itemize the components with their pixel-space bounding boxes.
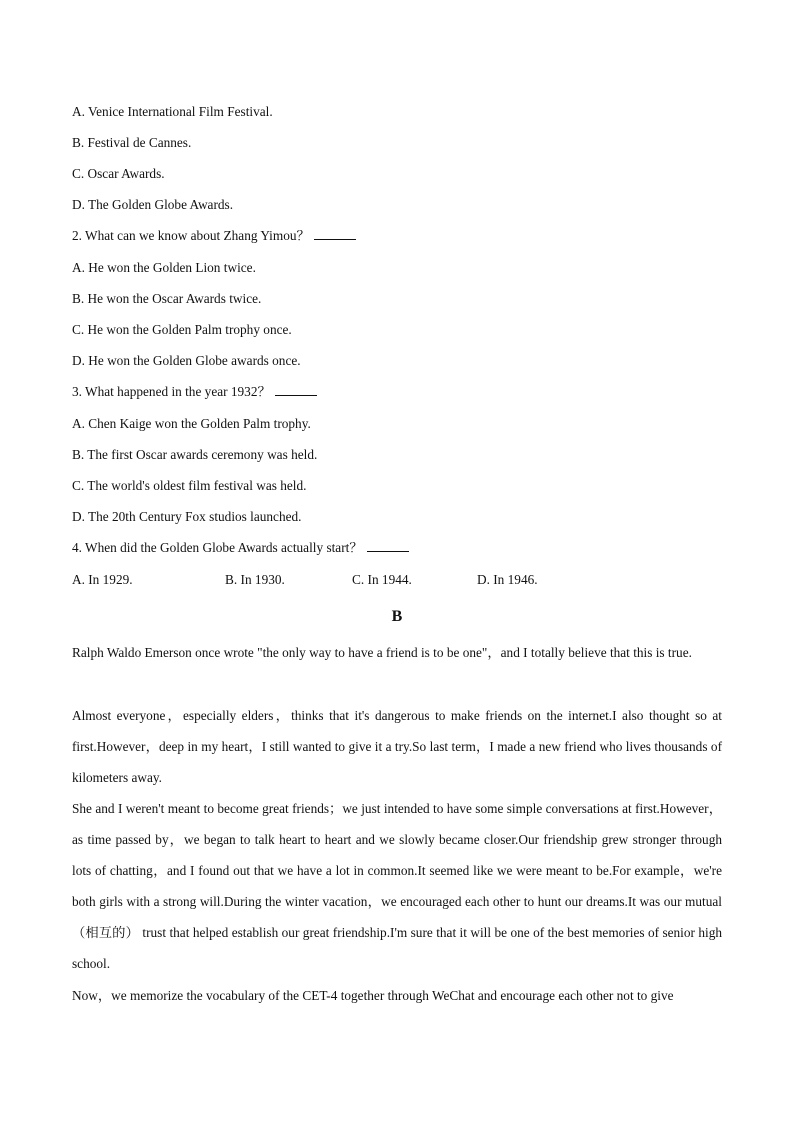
q2-question bbox=[72, 227, 356, 245]
q2-question-text: 2. What can we know about Zhang Yimou？ bbox=[72, 228, 310, 243]
q3-option-c: C. The world's oldest film festival was held. bbox=[72, 478, 307, 493]
q4-question bbox=[72, 539, 409, 557]
q1-option-a: A. Venice International Film Festival. bbox=[72, 104, 273, 119]
q4-options bbox=[72, 571, 672, 589]
answer-blank bbox=[314, 227, 356, 240]
q4-question-text: 4. When did the Golden Globe Awards actually start？ bbox=[72, 540, 363, 555]
section-b-title: B bbox=[391, 608, 403, 625]
q1-option-c: C. Oscar Awards. bbox=[72, 166, 165, 181]
q2-option-d: D. He won the Golden Globe awards once. bbox=[72, 353, 301, 368]
q2-option-a: A. He won the Golden Lion twice. bbox=[72, 260, 256, 275]
q3-option-d: D. The 20th Century Fox studios launched. bbox=[72, 509, 302, 524]
passage-paragraph-4: Now，we memorize the vocabulary of the CET-4 together through WeChat and encourage each other not to give bbox=[72, 988, 674, 1003]
q1-option-d: D. The Golden Globe Awards. bbox=[72, 197, 234, 212]
q3-question bbox=[72, 383, 317, 401]
q3-question-text: 3. What happened in the year 1932？ bbox=[72, 384, 271, 399]
q1-option-b: B. Festival de Cannes. bbox=[72, 135, 192, 150]
q3-option-b: B. The first Oscar awards ceremony was held. bbox=[72, 447, 318, 462]
q4-option-b: B. In 1930. bbox=[225, 572, 285, 587]
q2-option-b: B. He won the Oscar Awards twice. bbox=[72, 291, 262, 306]
passage-paragraph-1: Ralph Waldo Emerson once wrote "the only way to have a friend is to be one"，and I totally believe that this is true. bbox=[72, 645, 692, 660]
answer-blank bbox=[275, 383, 317, 396]
passage-paragraph-2: Almost everyone，especially elders，thinks that it's dangerous to make friends on the internet.I also thought so at first.However，deep in my heart，I still wanted to give it a try.So last term，I made a new friend who lives thousands of kilometers away. bbox=[72, 708, 722, 785]
q3-option-a: A. Chen Kaige won the Golden Palm trophy. bbox=[72, 416, 311, 431]
answer-blank bbox=[367, 539, 409, 552]
q4-option-c: C. In 1944. bbox=[352, 572, 412, 587]
q2-option-c: C. He won the Golden Palm trophy once. bbox=[72, 322, 292, 337]
q4-option-d: D. In 1946. bbox=[477, 572, 538, 587]
q4-option-a: A. In 1929. bbox=[72, 572, 133, 587]
passage-paragraph-3: She and I weren't meant to become great friends；we just intended to have some simple conversations at first.However，as time passed by，we began to talk heart to heart and we slowly became closer.Our friendship grew stronger through lots of chatting，and I found out that we have a lot in common.It seemed like we were meant to be.For example，we're both girls with a strong will.During the winter vacation，we encouraged each other to hunt our dreams.It was our mutual（相互的） trust that helped establish our great friendship.I'm sure that it will be one of the best memories of senior high school. bbox=[72, 801, 722, 971]
